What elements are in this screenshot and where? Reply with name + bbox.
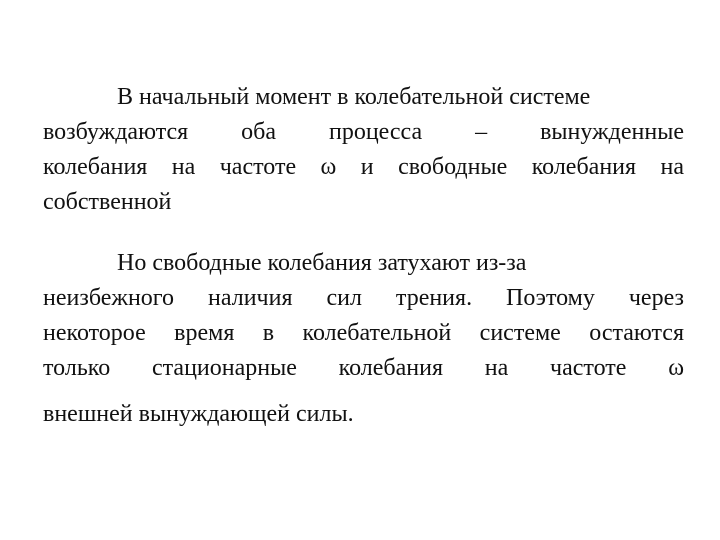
paragraph-1-line-4: собственной xyxy=(43,189,172,215)
paragraph-1-line-1: В начальный момент в колебательной системе xyxy=(117,84,591,110)
paragraph-2-line-3: некоторое время в колебательной системе остаются xyxy=(43,320,684,346)
paragraph-2-line-2: неизбежного наличия сил трения. Поэтому через xyxy=(43,285,684,311)
paragraph-2-line-1: Но свободные колебания затухают из-за xyxy=(117,250,527,276)
paragraph-1-line-2: возбуждаются оба процесса – вынужденные xyxy=(43,119,684,145)
paragraph-2-line-4: только стационарные колебания на частоте ω xyxy=(43,355,684,381)
paragraph-2-line-5: внешней вынуждающей силы. xyxy=(43,401,354,427)
paragraph-1-line-3: колебания на частоте ω и свободные колебания на xyxy=(43,154,684,180)
